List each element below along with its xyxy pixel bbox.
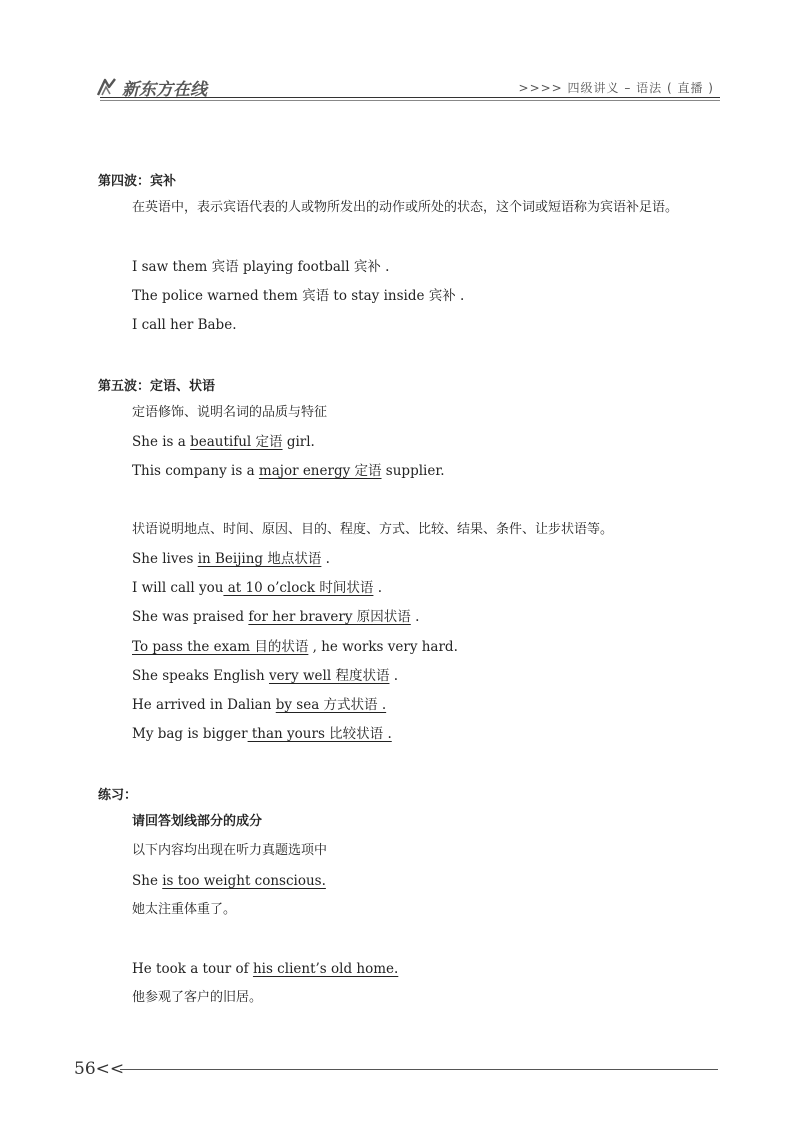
header-divider: [100, 97, 720, 98]
header-divider-thin: [100, 100, 720, 101]
practice-translation-2: 他参观了客户的旧居。: [132, 990, 263, 1005]
footer-divider: [120, 1069, 718, 1070]
attributive-example-1: She is a beautiful 定语 girl.: [132, 434, 315, 450]
adverbial-example-5: She speaks English very well 程度状语 .: [132, 668, 399, 684]
adverbial-example-6: He arrived in Dalian by sea 方式状语 .: [132, 697, 387, 713]
section5-heading: 第五波：定语、状语: [98, 379, 216, 394]
adverbial-example-3: She was praised for her bravery 原因状语 .: [132, 609, 420, 625]
logo-text: 新东方在线: [122, 79, 207, 100]
practice-translation-1: 她太注重体重了。: [132, 902, 237, 917]
practice-note: 以下内容均出现在听力真题选项中: [132, 843, 328, 858]
header-section-title: >>>> 四级讲义 – 语法 ( 直播 ): [518, 81, 714, 95]
section4-example-1: I saw them 宾语 playing football 宾补 .: [132, 259, 390, 275]
practice-heading: 练习：: [98, 788, 138, 803]
section4-description: 在英语中，表示宾语代表的人或物所发出的动作或所处的状态，这个词或短语称为宾语补足语。: [132, 200, 679, 215]
page-number: 56<<: [74, 1059, 125, 1079]
attributive-description: 定语修饰、说明名词的品质与特征: [132, 405, 328, 420]
logo-icon: [96, 77, 118, 97]
adverbial-description: 状语说明地点、时间、原因、目的、程度、方式、比较、结果、条件、让步状语等。: [132, 522, 614, 537]
section4-example-3: I call her Babe.: [132, 317, 237, 333]
section4-heading: 第四波：宾补: [98, 174, 177, 189]
practice-question-1: She is too weight conscious.: [132, 873, 326, 889]
adverbial-example-2: I will call you at 10 o’clock 时间状语 .: [132, 580, 382, 596]
adverbial-example-7: My bag is bigger than yours 比较状语 .: [132, 726, 392, 742]
practice-instruction: 请回答划线部分的成分: [132, 814, 263, 829]
practice-question-2: He took a tour of his client’s old home.: [132, 961, 399, 977]
adverbial-example-1: She lives in Beijing 地点状语 .: [132, 551, 330, 567]
adverbial-example-4: To pass the exam 目的状语 , he works very hard.: [132, 639, 458, 655]
attributive-example-2: This company is a major energy 定语 supplier.: [132, 463, 445, 479]
section4-example-2: The police warned them 宾语 to stay inside 宾补 .: [132, 288, 465, 304]
